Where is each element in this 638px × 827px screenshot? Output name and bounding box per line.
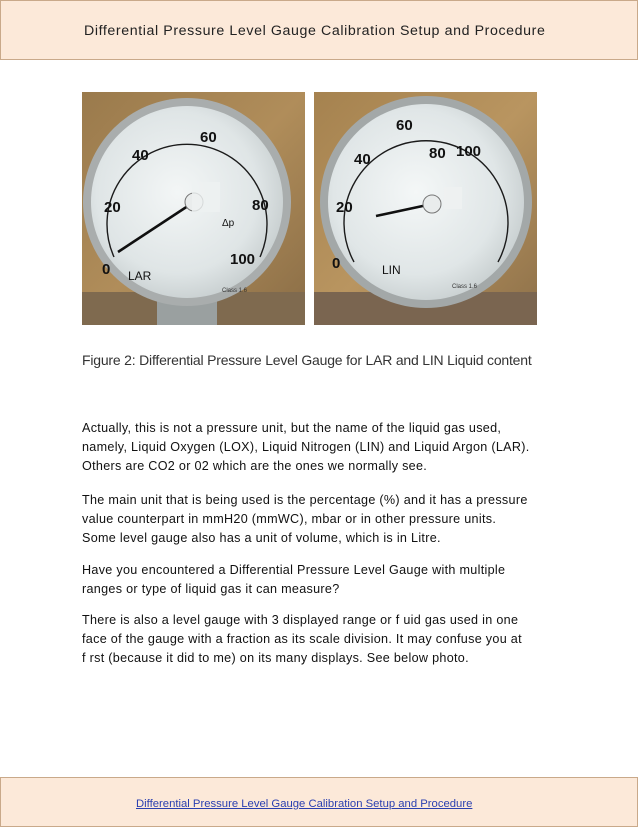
paragraph-line: ranges or type of liquid gas it can measure? xyxy=(82,582,340,596)
paragraph-line: There is also a level gauge with 3 displayed range or f uid gas used in one xyxy=(82,613,519,627)
lar-tick-60: 60 xyxy=(200,129,217,146)
lar-label: LAR xyxy=(128,269,152,283)
lar-tick-80: 80 xyxy=(252,197,269,214)
lin-hub xyxy=(423,195,441,213)
header-title: Differential Pressure Level Gauge Calibration Setup and Procedure xyxy=(84,23,546,39)
page-header xyxy=(0,0,638,60)
paragraph-line: face of the gauge with a fraction as its scale division. It may confuse you at xyxy=(82,632,522,646)
lin-gauge-photo xyxy=(314,92,537,325)
paragraph-2 xyxy=(82,491,572,548)
paragraph-3 xyxy=(82,561,572,599)
lin-tick-100: 100 xyxy=(456,143,482,160)
lin-class-text: Class 1.6 xyxy=(452,284,478,290)
lin-tick-20: 20 xyxy=(336,199,353,216)
figure-caption: Figure 2: Differential Pressure Level Gauge for LAR and LIN Liquid content xyxy=(82,352,532,368)
paragraph-line: f rst (because it did to me) on its many displays. See below photo. xyxy=(82,651,469,665)
lar-class-text: Class 1.6 xyxy=(222,288,248,294)
lar-tick-40: 40 xyxy=(132,147,149,164)
lar-tick-20: 20 xyxy=(104,199,121,216)
lar-gauge-photo xyxy=(82,92,305,325)
paragraph-4 xyxy=(82,611,572,668)
paragraph-line: Have you encountered a Differential Pressure Level Gauge with multiple xyxy=(82,563,506,577)
lin-tick-0: 0 xyxy=(332,255,341,272)
paragraph-line: namely, Liquid Oxygen (LOX), Liquid Nitrogen (LIN) and Liquid Argon (LAR). xyxy=(82,440,530,454)
lin-tick-60: 60 xyxy=(396,117,413,134)
page-footer xyxy=(0,777,638,827)
lin-tick-40: 40 xyxy=(354,151,371,168)
lar-tick-100: 100 xyxy=(230,251,256,268)
lin-label: LIN xyxy=(382,263,401,277)
lin-tick-80: 80 xyxy=(429,145,446,162)
paragraph-line: Some level gauge also has a unit of volume, which is in Litre. xyxy=(82,531,441,545)
paragraph-line: The main unit that is being used is the percentage (%) and it has a pressure xyxy=(82,493,528,507)
footer-link[interactable]: Differential Pressure Level Gauge Calibration Setup and Procedure xyxy=(136,798,473,810)
paragraph-line: Actually, this is not a pressure unit, but the name of the liquid gas used, xyxy=(82,421,502,435)
lar-delta-symbol: Δp xyxy=(222,218,235,229)
paragraph-line: Others are CO2 or 02 which are the ones we normally see. xyxy=(82,459,428,473)
paragraph-line: value counterpart in mmH20 (mmWC), mbar or in other pressure units. xyxy=(82,512,497,526)
lar-gauge-image xyxy=(82,92,305,325)
lar-tick-0: 0 xyxy=(102,261,111,278)
lin-gauge-image xyxy=(314,92,537,325)
paragraph-1 xyxy=(82,419,572,476)
